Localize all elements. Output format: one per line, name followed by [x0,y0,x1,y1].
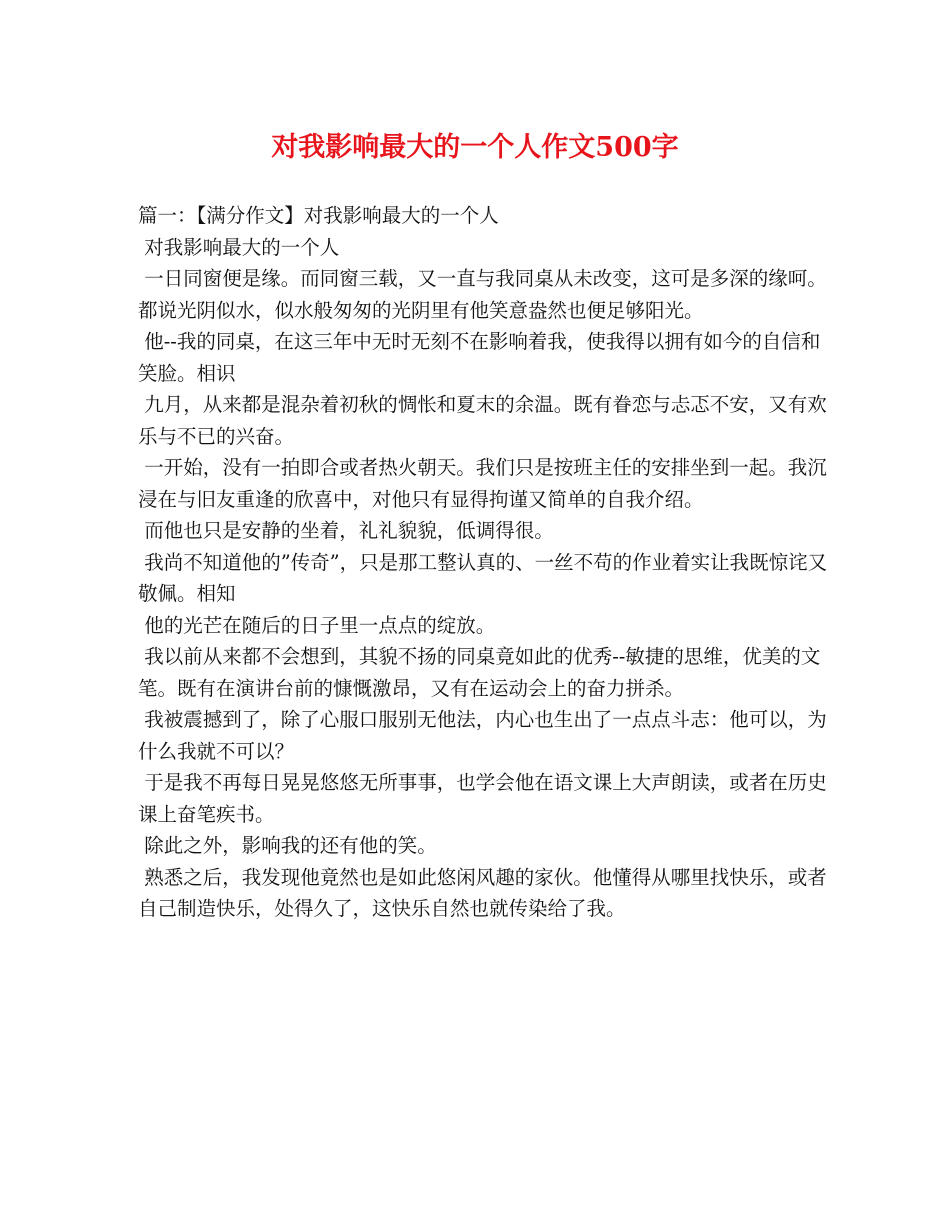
paragraph: 熟悉之后，我发现他竟然也是如此悠闲风趣的家伙。他懂得从哪里找快乐，或者自己制造快乐，处得久了，这快乐自然也就传染给了我。 [138,865,827,920]
paragraph: 我被震撼到了，除了心服口服别无他法，内心也生出了一点点斗志：他可以，为什么我就不可以？ [138,708,827,763]
paragraph: 他的光芒在随后的日子里一点点的绽放。 [138,613,496,637]
paragraph: 九月，从来都是混杂着初秋的惆怅和夏末的余温。既有眷恋与忐忑不安，又有欢乐与不已的兴奋。 [138,393,827,448]
paragraph: 我尚不知道他的”传奇”，只是那工整认真的、一丝不苟的作业着实让我既惊诧又敬佩。相知 [138,550,828,605]
paragraph-essay-title: 对我影响最大的一个人 [138,235,340,259]
paragraph: 一日同窗便是缘。而同窗三载，又一直与我同桌从未改变，这可是多深的缘呵。都说光阴似水，似水般匆匆的光阴里有他笑意盎然也便足够阳光。 [138,267,827,322]
paragraph: 除此之外，影响我的还有他的笑。 [138,834,437,857]
paragraph: 我以前从来都不会想到，其貌不扬的同桌竟如此的优秀--敏捷的思维，优美的文笔。既有在演讲台前的慷慨激昂，又有在运动会上的奋力拼杀。 [138,645,821,700]
paragraph: 于是我不再每日晃晃悠悠无所事事，也学会他在语文课上大声朗读，或者在历史课上奋笔疾书。 [138,771,827,826]
document-body [138,200,828,925]
paragraph-section-heading: 篇一：【满分作文】对我影响最大的一个人 [138,204,499,227]
document-title: 对我影响最大的一个人作文500字 [271,132,679,163]
paragraph: 一开始，没有一拍即合或者热火朝天。我们只是按班主任的安排坐到一起。我沉浸在与旧友重逢的欣喜中，对他只有显得拘谨又简单的自我介绍。 [138,456,827,511]
paragraph: 而他也只是安静的坐着，礼礼貌貌，低调得很。 [138,519,554,542]
paragraph: 他--我的同桌，在这三年中无时无刻不在影响着我，使我得以拥有如今的自信和笑脸。相识 [138,330,821,385]
